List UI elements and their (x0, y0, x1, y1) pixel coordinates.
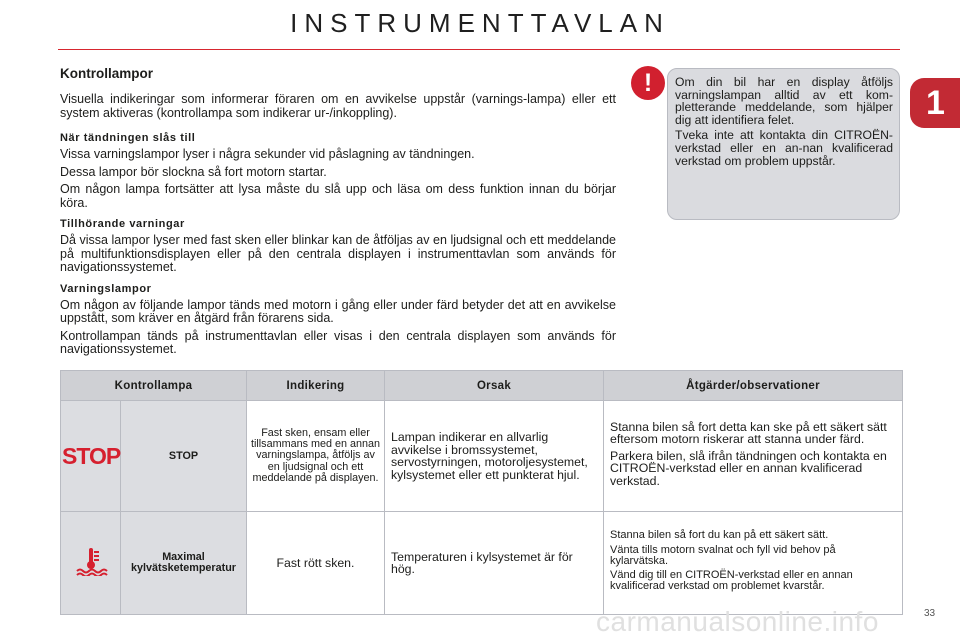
action-item: Stanna bilen så fort detta kan ske på ett säkert sätt eftersom motorn riskerar att stanna under färd. (610, 419, 887, 447)
action-item: Parkera bilen, slå ifrån tändningen och kontakta en CITROËN-verkstad eller en annan kvalificerad verkstad. (610, 448, 887, 488)
paragraph: Om någon av följande lampor tänds med motorn i gång eller under färd betyder det att en avvikelse uppstått, som kräver en åtgärd från förarens sida. (60, 297, 616, 325)
action-item: Stanna bilen så fort du kan på ett säkert sätt. (610, 529, 829, 542)
main-text-column (60, 66, 616, 361)
indication-cell: Fast rött sken. (247, 512, 385, 615)
indication-cell: Fast sken, ensam eller tillsammans med en annan varningslampa, åtföljs av en ljudsignal och ett meddelande på displayen. (247, 401, 385, 512)
stop-icon: STOP (62, 442, 121, 469)
subheading-ignition: När tändningen slås till (60, 132, 196, 144)
lamp-name: STOP (121, 401, 247, 512)
column-header-cause: Orsak (385, 371, 604, 401)
column-header-lamp: Kontrollampa (61, 371, 247, 401)
lamp-icon-cell (61, 512, 121, 615)
column-header-indication: Indikering (247, 371, 385, 401)
column-header-actions: Åtgärder/observationer (604, 371, 903, 401)
exclamation-icon: ! (631, 66, 665, 100)
paragraph: Då vissa lampor lyser med fast sken eller blinkar kan de åtföljas av en ljudsignal och ett meddelande på multifunktionsdisplayen eller på den centrala displayen i instrumenttavlan som används för navigationssystemet. (60, 233, 616, 274)
cause-cell: Temperaturen i kylsystemet är för hög. (385, 512, 604, 615)
action-item: Vänd dig till en CITROËN-verkstad eller en annan kvalificerad verkstad om problemet kvarstår. (610, 569, 853, 593)
page-title: INSTRUMENTTAVLAN (290, 8, 670, 38)
cause-cell: Lampan indikerar en allvarlig avvikelse i bromssystemet, servostyrningen, motoroljesystemet, kylsystemet eller ett punkterat hjul. (385, 401, 604, 512)
intro-paragraph: Visuella indikeringar som informerar föraren om en avvikelse uppstår (varnings-lampa) eller ett system aktiveras (kontrollampa som indikerar ur-/inkoppling). (60, 92, 616, 120)
paragraph: Om någon lampa fortsätter att lysa måste du slå upp och läsa om dess funktion innan du börjar köra. (60, 182, 616, 210)
lamp-name: Maximal kylvätsketemperatur (121, 512, 247, 615)
table-row (61, 401, 903, 512)
action-item: Vänta tills motorn svalnat och fyll vid behov på kylarvätska. (610, 543, 836, 567)
title-divider (58, 49, 900, 50)
section-heading: Kontrollampor (60, 66, 153, 81)
subheading-associated-warnings: Tillhörande varningar (60, 218, 185, 230)
info-box (667, 68, 900, 220)
info-paragraph: Om din bil har en display åtföljs varningslampan alltid av ett kom-pletterande meddelande, som hjälper dig att identifiera felet. (675, 75, 893, 127)
actions-cell (604, 512, 903, 615)
table-row (61, 512, 903, 615)
paragraph: Dessa lampor bör slockna så fort motorn startar. (60, 164, 327, 179)
warning-lamp-table (60, 370, 903, 615)
subheading-warning-lamps: Varningslampor (60, 282, 152, 295)
paragraph: Vissa varningslampor lyser i några sekunder vid påslagning av tändningen. (60, 147, 475, 161)
lamp-icon-cell (61, 401, 121, 512)
table-header-row (61, 371, 903, 401)
watermark: carmanualsonline.info (596, 606, 879, 637)
page-number: 33 (924, 608, 936, 619)
info-paragraph: Tveka inte att kontakta din CITROËN-verkstad eller en an-nan kvalificerad verkstad om problem uppstår. (675, 128, 893, 168)
chapter-tab: 1 (910, 78, 960, 128)
actions-cell (604, 401, 903, 512)
coolant-temperature-icon (74, 546, 108, 576)
paragraph: Kontrollampan tänds på instrumenttavlan eller visas i den centrala displayen som används för navigationssystemet. (60, 328, 616, 356)
